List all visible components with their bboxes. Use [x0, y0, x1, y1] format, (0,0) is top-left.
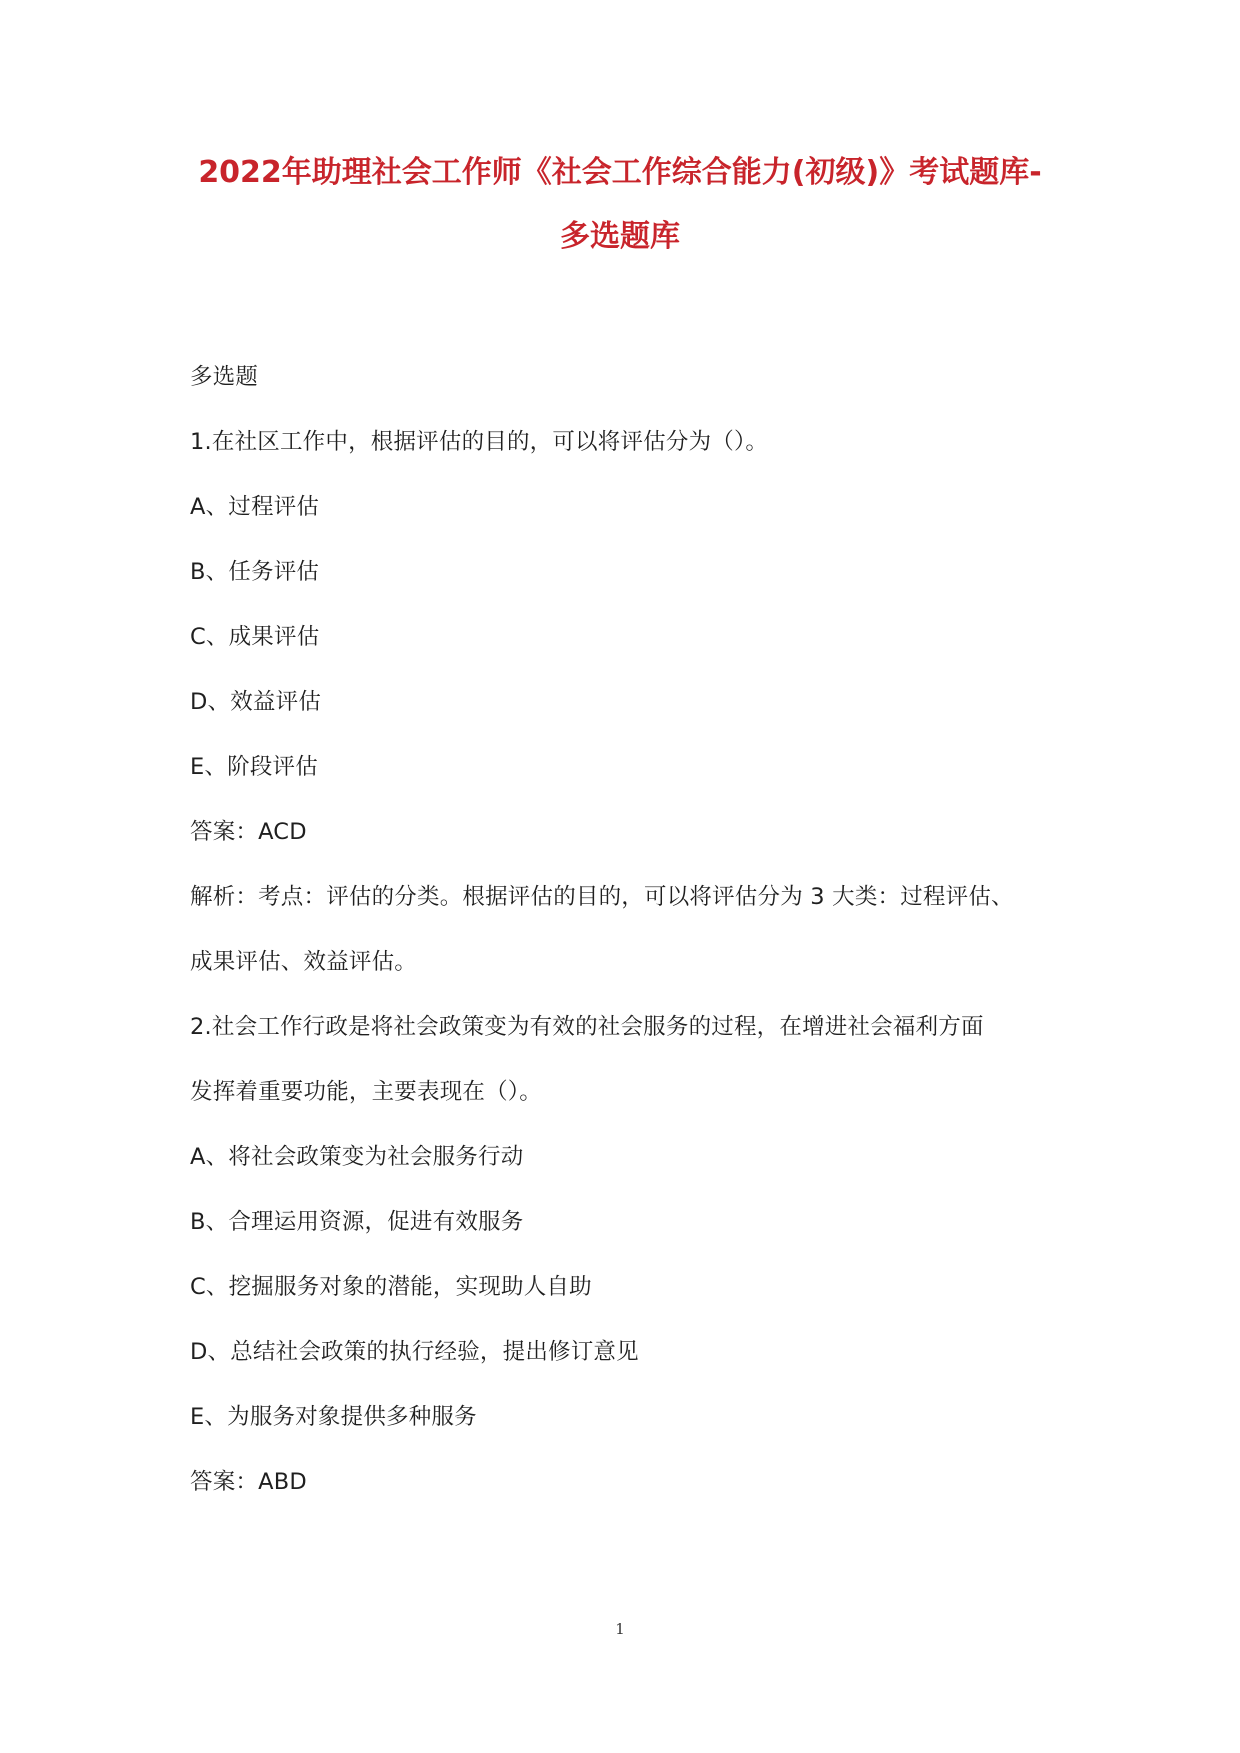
- question-2-option-e: E、为服务对象提供多种服务: [190, 1404, 477, 1430]
- title-line-2: 多选题库: [560, 219, 680, 254]
- document-body: [190, 345, 1070, 1515]
- question-2-option-c: C、挖掘服务对象的潜能，实现助人自助: [190, 1274, 592, 1300]
- question-2-answer: 答案：ABD: [190, 1469, 307, 1495]
- section-label: 多选题: [190, 364, 259, 390]
- document-title: [150, 155, 1090, 255]
- question-2-option-d: D、总结社会政策的执行经验，提出修订意见: [190, 1339, 639, 1365]
- question-1-option-e: E、阶段评估: [190, 754, 318, 780]
- question-1-option-b: B、任务评估: [190, 559, 320, 585]
- title-line-1: 2022年助理社会工作师《社会工作综合能力(初级)》考试题库-: [198, 155, 1042, 190]
- question-1-option-c: C、成果评估: [190, 624, 320, 650]
- question-1-explanation-line-2: 成果评估、效益评估。: [190, 949, 418, 975]
- question-2-stem-line-2: 发挥着重要功能，主要表现在（）。: [190, 1079, 542, 1105]
- question-1-option-a: A、过程评估: [190, 494, 320, 520]
- question-2-option-b: B、合理运用资源，促进有效服务: [190, 1209, 524, 1235]
- question-2-stem-line-1: 2.社会工作行政是将社会政策变为有效的社会服务的过程，在增进社会福利方面: [190, 1014, 984, 1040]
- page-number: 1: [615, 1620, 625, 1638]
- question-1-stem: 1.在社区工作中，根据评估的目的，可以将评估分为（）。: [190, 429, 769, 455]
- question-2-option-a: A、将社会政策变为社会服务行动: [190, 1144, 524, 1170]
- question-1-explanation-line-1: 解析：考点：评估的分类。根据评估的目的，可以将评估分为 3 大类：过程评估、: [190, 884, 1014, 910]
- question-1-answer: 答案：ACD: [190, 819, 307, 845]
- question-1-option-d: D、效益评估: [190, 689, 322, 715]
